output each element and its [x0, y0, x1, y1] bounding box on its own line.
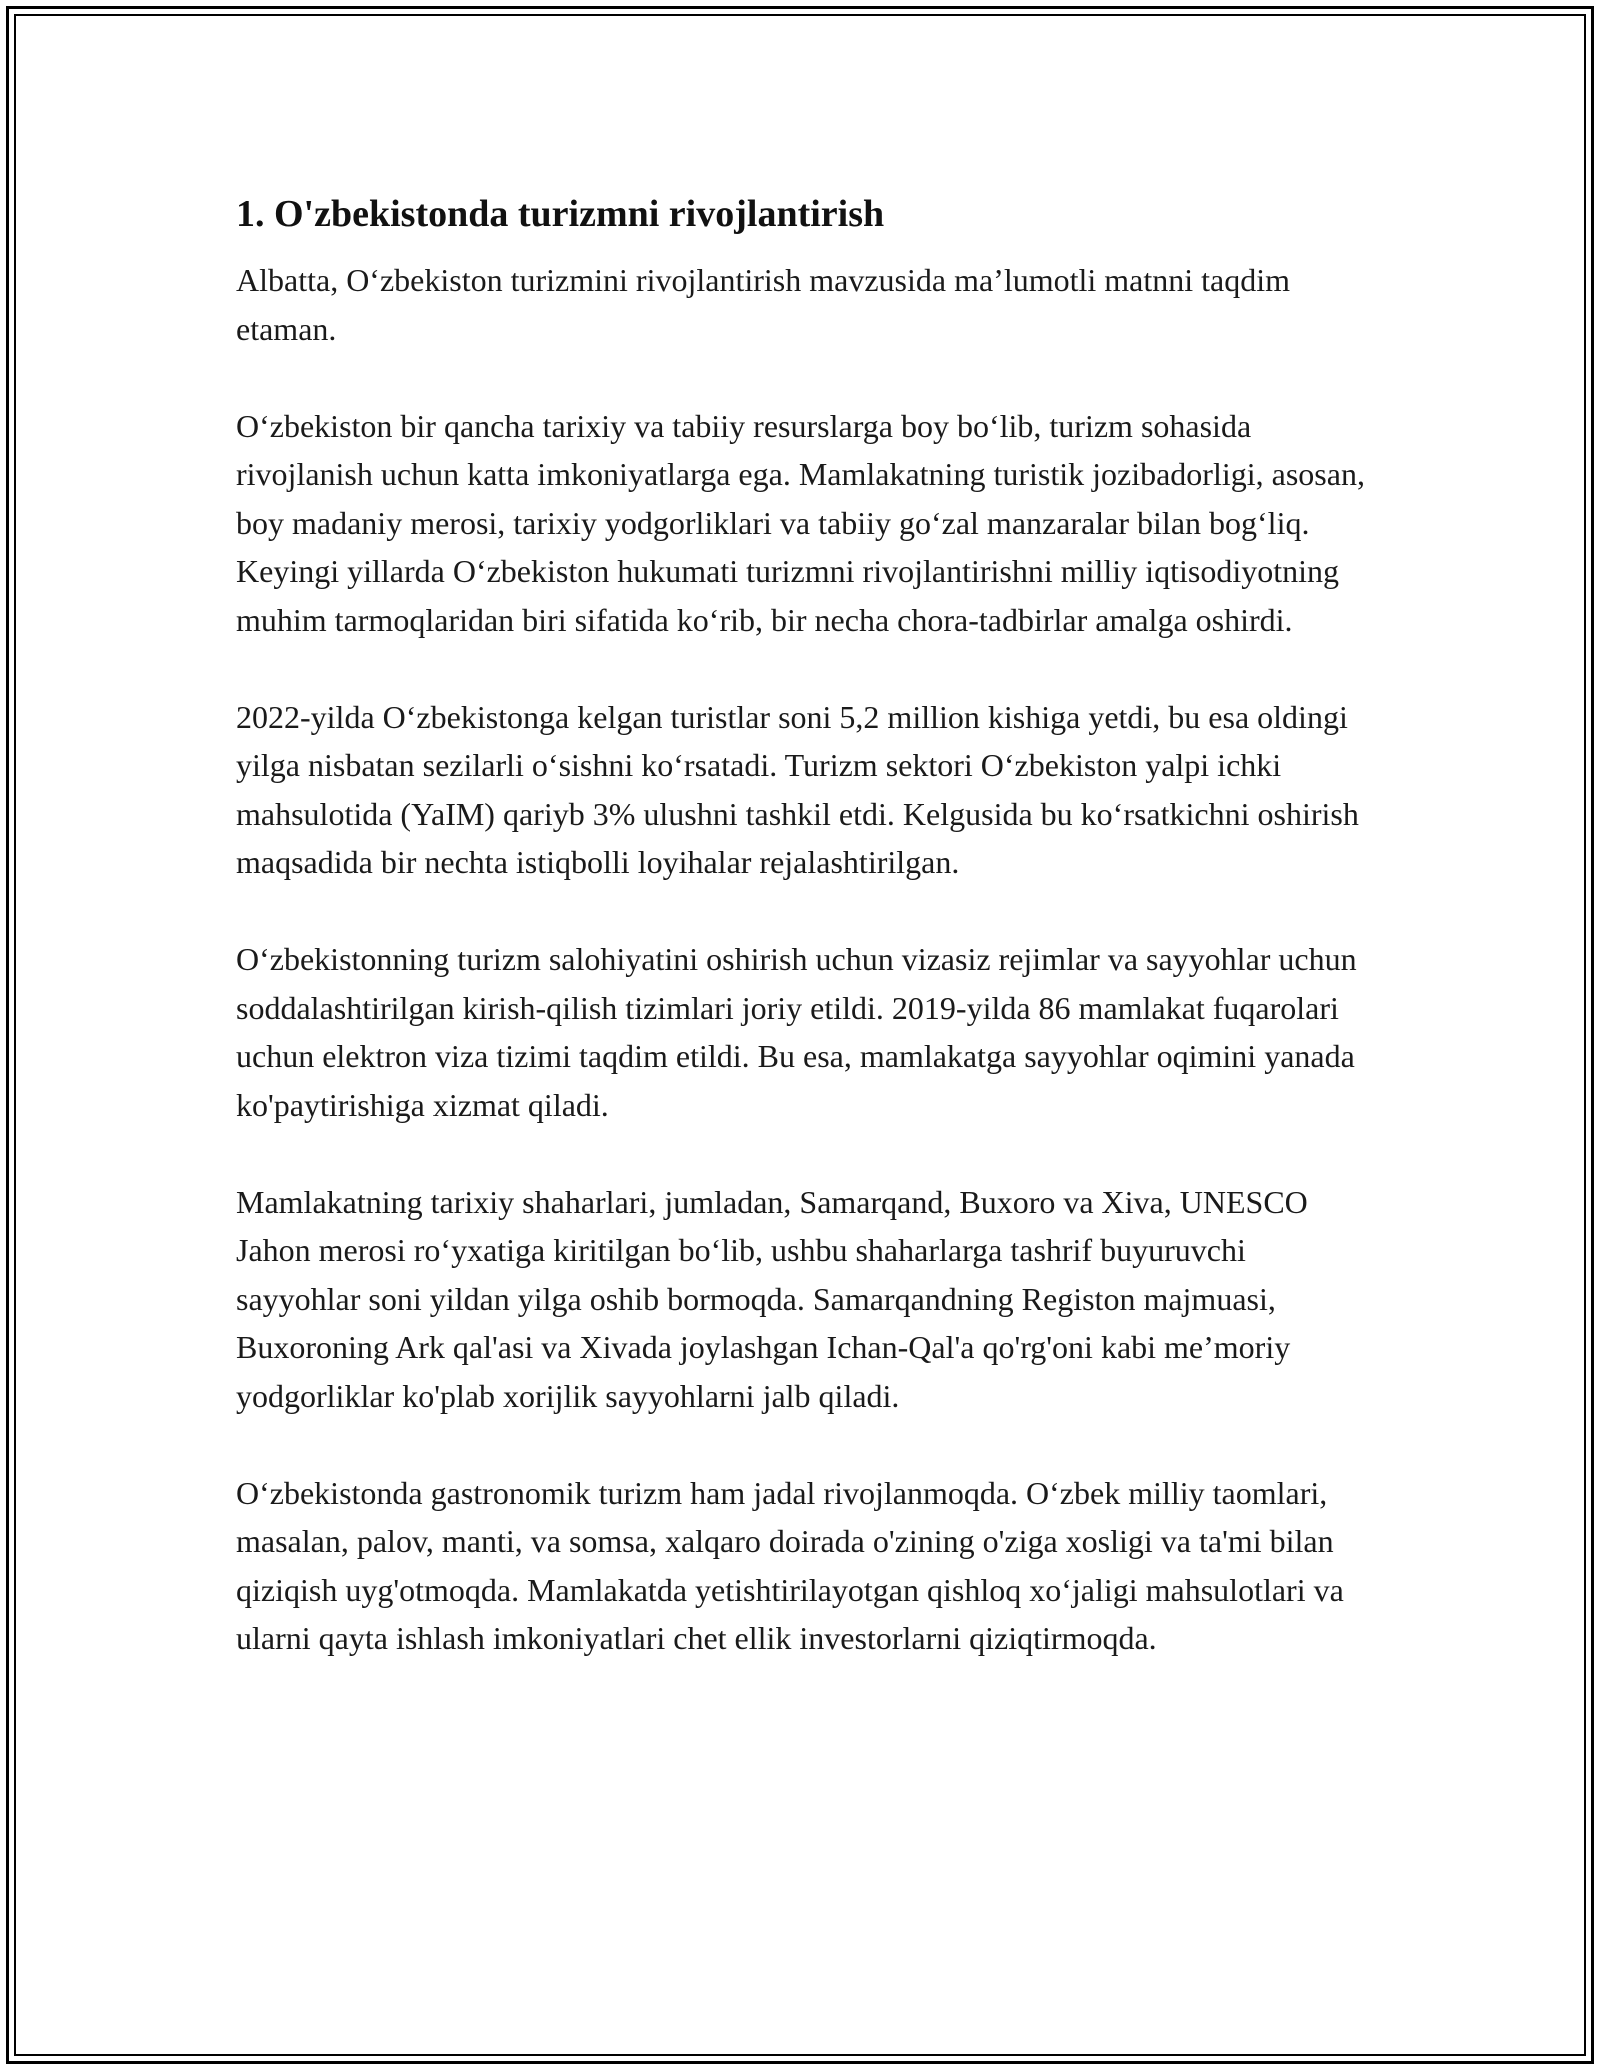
paragraph-gastronomy: O‘zbekistonda gastronomik turizm ham jadal rivojlanmoqda. O‘zbek milliy taomlari, masalan, palov, manti, va somsa, xalqaro doirada o'zining o'ziga xosligi va ta'mi bilan qiziqish uyg'otmoqda. Mamlakatda yetishtirilayotgan qishloq xo‘jaligi mahsulotlari va ularni qayta ishlash imkoniyatlari chet ellik investorlarni qiziqtirmoqda.: [236, 1474, 1344, 1656]
document-title: 1. O'zbekistonda turizmni rivojlantirish: [236, 193, 885, 235]
paragraph-historic-cities: Mamlakatning tarixiy shaharlari, jumladan, Samarqand, Buxoro va Xiva, UNESCO Jahon merosi ro‘yxatiga kiritilgan bo‘lib, ushbu shaharlarga tashrif buyuruvchi sayyohlar soni yildan yilga oshib bormoqda. Samarqandning Registon majmuasi, Buxoroning Ark qal'asi va Xivada joylashgan Ichan-Qal'a qo'rg'oni kabi me’moriy yodgorliklar ko'plab xorijlik sayyohlarni jalb qiladi.: [236, 1183, 1308, 1414]
paragraph-intro: Albatta, O‘zbekiston turizmini rivojlantirish mavzusida ma’lumotli matnni taqdim etaman.: [236, 262, 1291, 347]
paragraph-visa: O‘zbekistonning turizm salohiyatini oshirish uchun vizasiz rejimlar va sayyohlar uchun soddalashtirilgan kirish-qilish tizimlari joriy etildi. 2019-yilda 86 mamlakat fuqarolari uchun elektron viza tizimi taqdim etildi. Bu esa, mamlakatga sayyohlar oqimini yanada ko'paytirishiga xizmat qiladi.: [236, 941, 1357, 1123]
document-body: [236, 186, 1366, 1711]
paragraph-resources: O‘zbekiston bir qancha tarixiy va tabiiy resurslarga boy bo‘lib, turizm sohasida rivojlanish uchun katta imkoniyatlarga ega. Mamlakatning turistik jozibadorligi, asosan, boy madaniy merosi, tarixiy yodgorliklari va tabiiy go‘zal manzaralar bilan bog‘liq. Keyingi yillarda O‘zbekiston hukumati turizmni rivojlantirishni milliy iqtisodiyotning muhim tarmoqlaridan biri sifatida ko‘rib, bir necha chora-tadbirlar amalga oshirdi.: [236, 407, 1365, 638]
paragraph-statistics: 2022-yilda O‘zbekistonga kelgan turistlar soni 5,2 million kishiga yetdi, bu esa oldingi yilga nisbatan sezilarli o‘sishni ko‘rsatadi. Turizm sektori O‘zbekiston yalpi ichki mahsulotida (YaIM) qariyb 3% ulushni tashkil etdi. Kelgusida bu ko‘rsatkichni oshirish maqsadida bir nechta istiqbolli loyihalar rejalashtirilgan.: [236, 698, 1359, 880]
